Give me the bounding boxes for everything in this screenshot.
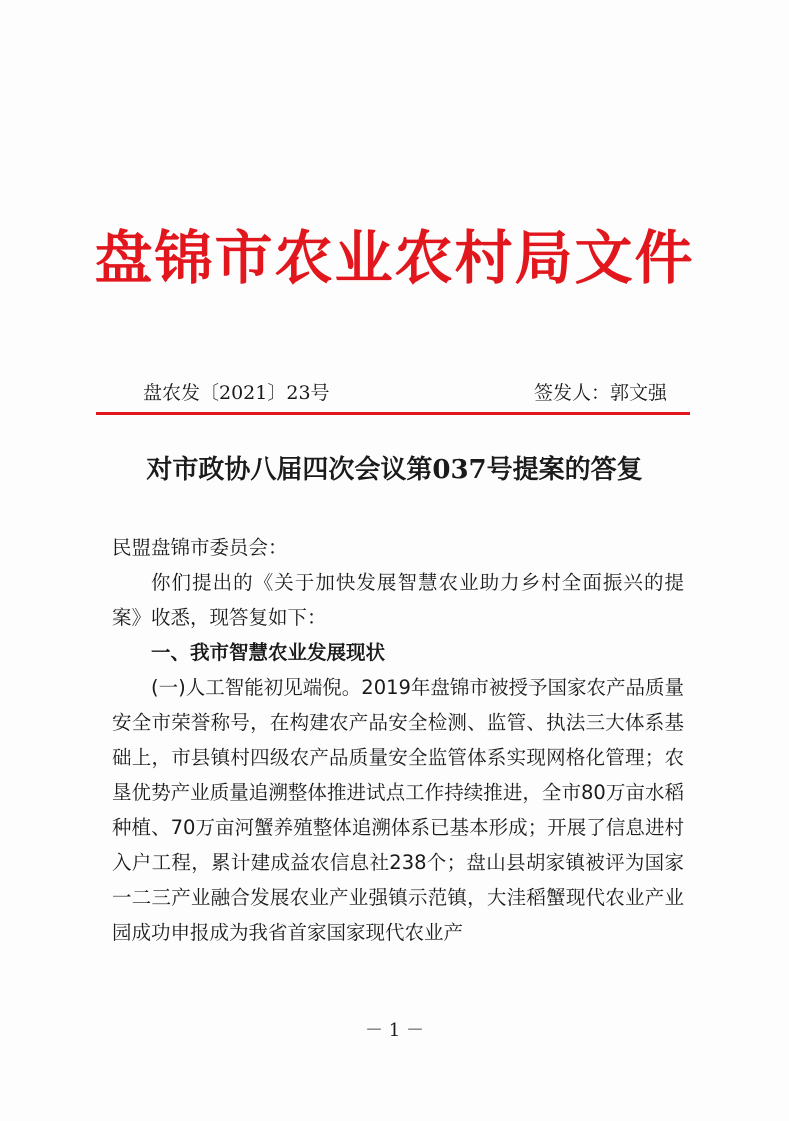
document-body bbox=[112, 530, 684, 950]
document-number: 盘农发〔2021〕23号 bbox=[143, 382, 330, 404]
section-heading: 一、我市智慧农业发展现状 bbox=[151, 641, 386, 664]
document-title: 对市政协八届四次会议第037号提案的答复 bbox=[146, 455, 643, 485]
body-paragraph: (一)人工智能初见端倪。2019年盘锦市被授予国家农产品质量安全市荣誉称号，在构建农产品安全检测、监管、执法三大体系基础上，市县镇村四级农产品质量安全监管体系实现网格化管理；农垦优势产业质量追溯整体推进试点工作持续推进，全市80万亩水稻种植、70万亩河蟹养殖整体追溯体系已基本形成；开展了信息进村入户工程，累计建成益农信息社238个；盘山县胡家镇被评为国家一二三产业融合发展农业产业强镇示范镇，大洼稻蟹现代农业产业园成功申报成为我省首家国家现代农业产 bbox=[112, 676, 684, 944]
red-divider-line bbox=[96, 412, 690, 415]
document-masthead: 盘锦市农业农村局文件 bbox=[94, 224, 695, 292]
salutation: 民盟盘锦市委员会： bbox=[112, 536, 288, 559]
intro-paragraph: 你们提出的《关于加快发展智慧农业助力乡村全面振兴的提案》收悉，现答复如下： bbox=[112, 571, 684, 629]
document-signer: 签发人：郭文强 bbox=[533, 382, 667, 404]
page-number: － 1 － bbox=[365, 1020, 424, 1041]
